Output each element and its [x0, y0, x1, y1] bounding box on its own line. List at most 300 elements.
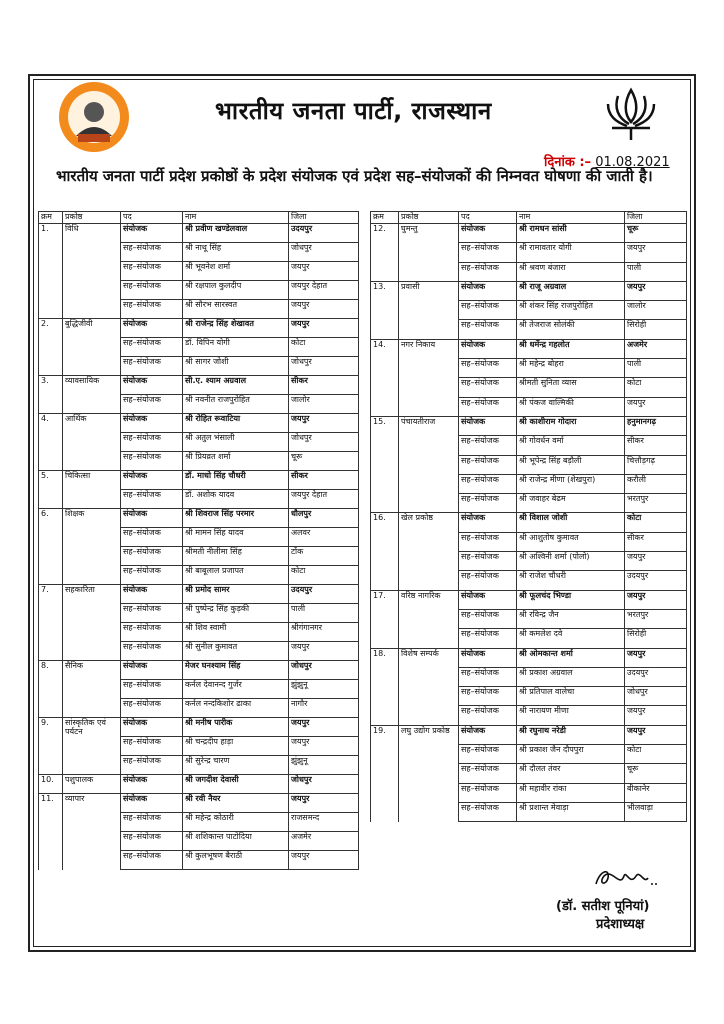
row-pad: संयोजक [121, 585, 183, 604]
row-pad: सह–संयोजक [459, 571, 517, 590]
row-serial [371, 687, 399, 706]
cells-table-right [370, 211, 687, 822]
row-pad: सह–संयोजक [459, 436, 517, 455]
row-jila: पाली [289, 604, 359, 623]
row-serial [39, 623, 63, 642]
row-prakoshth [63, 642, 121, 661]
col-header-sno: क्रम [371, 212, 399, 224]
row-prakoshth [399, 262, 459, 281]
table-row [371, 609, 687, 628]
row-naam: मेजर घनश्याम सिंह [183, 661, 289, 680]
row-naam: श्री रामधन सांसी [517, 224, 625, 243]
signatory-title: प्रदेशाध्यक्ष [596, 917, 645, 932]
row-pad: सह–संयोजक [121, 547, 183, 566]
table-row [39, 604, 359, 623]
row-jila: जयपुर [625, 281, 687, 300]
row-serial [39, 813, 63, 832]
row-naam: श्री नाथू सिंह [183, 243, 289, 262]
row-prakoshth [63, 699, 121, 718]
table-row [371, 687, 687, 706]
row-naam: श्री प्रकाश अग्रवाल [517, 667, 625, 686]
row-naam: श्री फूलचंद भिण्डा [517, 590, 625, 609]
row-pad: सह–संयोजक [121, 243, 183, 262]
table-row [371, 224, 687, 243]
table-row [371, 590, 687, 609]
row-serial [371, 629, 399, 648]
table-row [39, 794, 359, 813]
row-serial [39, 243, 63, 262]
row-serial: 4. [39, 414, 63, 433]
col-header-naam: नाम [183, 212, 289, 224]
row-serial: 7. [39, 585, 63, 604]
table-row [371, 301, 687, 320]
row-serial [39, 490, 63, 509]
table-row [39, 357, 359, 376]
row-serial: 8. [39, 661, 63, 680]
row-prakoshth: विधि [63, 224, 121, 243]
row-pad: सह–संयोजक [459, 552, 517, 571]
row-prakoshth: वरिष्ठ नागरिक [399, 590, 459, 609]
row-jila: जयपुर [289, 300, 359, 319]
table-row [39, 338, 359, 357]
row-prakoshth [63, 566, 121, 585]
row-serial: 17. [371, 590, 399, 609]
row-serial [39, 699, 63, 718]
row-serial [39, 851, 63, 870]
row-jila: चूरू [289, 452, 359, 471]
row-jila: जयपुर [625, 725, 687, 744]
row-pad: सह–संयोजक [459, 474, 517, 493]
row-prakoshth [399, 571, 459, 590]
row-prakoshth: नगर निकाय [399, 339, 459, 358]
table-row [371, 416, 687, 435]
row-serial [39, 395, 63, 414]
row-naam: श्री भूपेन्द्र सिंह बड़ौली [517, 455, 625, 474]
date-value: 01.08.2021 [595, 155, 670, 170]
row-pad: सह–संयोजक [121, 281, 183, 300]
row-serial [39, 433, 63, 452]
row-pad: संयोजक [121, 414, 183, 433]
row-prakoshth: घुमन्तु [399, 224, 459, 243]
row-jila: जोधपुर [289, 357, 359, 376]
row-pad: सह–संयोजक [121, 566, 183, 585]
row-serial [39, 737, 63, 756]
row-serial: 6. [39, 509, 63, 528]
row-serial [371, 609, 399, 628]
row-jila: पाली [625, 262, 687, 281]
row-naam: डॉ. माधो सिंह चौधरी [183, 471, 289, 490]
row-naam: श्री सौरभ सारस्वत [183, 300, 289, 319]
row-prakoshth [63, 357, 121, 376]
row-serial: 3. [39, 376, 63, 395]
row-prakoshth [399, 802, 459, 821]
row-serial [371, 783, 399, 802]
table-row [371, 629, 687, 648]
row-serial [371, 667, 399, 686]
row-prakoshth [63, 433, 121, 452]
row-jila: जयपुर देहात [289, 490, 359, 509]
row-naam: श्री महावीर रांका [517, 783, 625, 802]
row-jila: जयपुर [289, 319, 359, 338]
row-serial [39, 642, 63, 661]
row-jila: जोधपुर [289, 775, 359, 794]
table-row [39, 642, 359, 661]
row-serial [39, 452, 63, 471]
row-serial [371, 320, 399, 339]
row-naam: श्री शिव स्वामी [183, 623, 289, 642]
table-row [39, 319, 359, 338]
handwritten-signature [590, 862, 660, 892]
row-naam: श्री रोहित रूवाटिया [183, 414, 289, 433]
row-prakoshth [63, 528, 121, 547]
row-naam: श्री कुलभूषण बैराठी [183, 851, 289, 870]
row-naam: श्री सागर जोशी [183, 357, 289, 376]
row-pad: सह–संयोजक [121, 490, 183, 509]
table-row [371, 339, 687, 358]
row-pad: सह–संयोजक [121, 699, 183, 718]
row-serial [371, 552, 399, 571]
row-prakoshth [63, 300, 121, 319]
row-prakoshth [63, 680, 121, 699]
row-pad: सह–संयोजक [121, 338, 183, 357]
row-pad: सह–संयोजक [121, 528, 183, 547]
row-prakoshth [63, 243, 121, 262]
row-pad: सह–संयोजक [121, 262, 183, 281]
row-prakoshth [63, 832, 121, 851]
row-pad: संयोजक [121, 794, 183, 813]
col-header-jila: जिला [625, 212, 687, 224]
row-serial: 1. [39, 224, 63, 243]
row-serial [39, 281, 63, 300]
col-header-jila: जिला [289, 212, 359, 224]
row-prakoshth: खेल प्रकोष्ठ [399, 513, 459, 532]
row-naam: श्री जवाहर बेढम [517, 494, 625, 513]
row-jila: नागौर [289, 699, 359, 718]
row-jila: जयपुर [289, 414, 359, 433]
table-row [39, 585, 359, 604]
table-row [371, 359, 687, 378]
table-row [39, 281, 359, 300]
row-jila: जयपुर [289, 718, 359, 737]
row-serial [371, 455, 399, 474]
row-pad: सह–संयोजक [121, 357, 183, 376]
row-prakoshth [399, 320, 459, 339]
row-naam: श्री रक्षपाल कुलदीप [183, 281, 289, 300]
row-serial: 5. [39, 471, 63, 490]
row-jila: सीकर [289, 471, 359, 490]
row-jila: झुंझुनू [289, 756, 359, 775]
row-jila: कोटा [625, 378, 687, 397]
row-naam: श्री श्रवण बंजारा [517, 262, 625, 281]
row-prakoshth [63, 262, 121, 281]
row-naam: डॉ. विपिन योगी [183, 338, 289, 357]
row-naam: श्री विशाल जोशी [517, 513, 625, 532]
row-serial [371, 474, 399, 493]
row-serial [371, 532, 399, 551]
row-pad: संयोजक [121, 775, 183, 794]
row-prakoshth [399, 359, 459, 378]
table-row [371, 745, 687, 764]
table-row [39, 832, 359, 851]
page-title: भारतीय जनता पार्टी, राजस्थान [215, 97, 492, 125]
row-jila: जयपुर [289, 262, 359, 281]
row-serial [39, 832, 63, 851]
row-naam: श्री भूवनेश शर्मा [183, 262, 289, 281]
table-row [371, 783, 687, 802]
row-jila: जालोर [289, 395, 359, 414]
row-serial [371, 262, 399, 281]
table-row [39, 566, 359, 585]
row-prakoshth [399, 436, 459, 455]
row-jila: भरतपुर [625, 609, 687, 628]
row-prakoshth: बुद्धिजीवी [63, 319, 121, 338]
table-row [371, 320, 687, 339]
row-jila: श्रीगंगानगर [289, 623, 359, 642]
row-naam: श्रीमती नीलीमा सिंह [183, 547, 289, 566]
row-pad: सह–संयोजक [459, 629, 517, 648]
row-pad: सह–संयोजक [459, 359, 517, 378]
row-serial: 13. [371, 281, 399, 300]
row-prakoshth [63, 490, 121, 509]
row-prakoshth: व्यापार [63, 794, 121, 813]
row-pad: सह–संयोजक [121, 737, 183, 756]
row-pad: सह–संयोजक [459, 301, 517, 320]
row-prakoshth [399, 552, 459, 571]
row-jila: सिरोही [625, 320, 687, 339]
row-pad: संयोजक [459, 416, 517, 435]
row-prakoshth [63, 395, 121, 414]
row-jila: जयपुर [625, 552, 687, 571]
row-prakoshth [399, 783, 459, 802]
row-pad: संयोजक [459, 590, 517, 609]
row-serial [39, 547, 63, 566]
row-jila: बीकानेर [625, 783, 687, 802]
row-naam: श्री महेन्द्र बोहरा [517, 359, 625, 378]
row-jila: जयपुर [625, 243, 687, 262]
row-serial [371, 397, 399, 416]
table-row [371, 571, 687, 590]
row-naam: श्री बाबूलाल प्रजापत [183, 566, 289, 585]
row-jila: कोटा [289, 566, 359, 585]
table-row [371, 436, 687, 455]
row-pad: संयोजक [121, 319, 183, 338]
row-pad: सह–संयोजक [459, 397, 517, 416]
row-pad: सह–संयोजक [459, 262, 517, 281]
table-row [39, 243, 359, 262]
row-naam: श्रीमती सुनिता व्यास [517, 378, 625, 397]
row-serial [371, 571, 399, 590]
row-serial: 2. [39, 319, 63, 338]
row-naam: श्री जगदीश देवासी [183, 775, 289, 794]
row-prakoshth [63, 338, 121, 357]
row-naam: श्री काशीराम गोदारा [517, 416, 625, 435]
row-prakoshth: प्रवासी [399, 281, 459, 300]
announcement-intro: भारतीय जनता पार्टी प्रदेश प्रकोष्ठों के प्रदेश संयोजक एवं प्रदेश सह–संयोजकों की निम्नवत घोषणा की जाती है। [56, 167, 653, 185]
col-header-pad: पद [459, 212, 517, 224]
table-row [39, 414, 359, 433]
row-naam: श्री प्रकाश जैन दौपपुरा [517, 745, 625, 764]
row-serial [39, 338, 63, 357]
row-naam: श्री रविन्द्र जैन [517, 609, 625, 628]
col-header-pad: पद [121, 212, 183, 224]
row-prakoshth [399, 378, 459, 397]
row-prakoshth: शिक्षक [63, 509, 121, 528]
row-serial [39, 357, 63, 376]
row-prakoshth [399, 687, 459, 706]
row-jila: भीलवाड़ा [625, 802, 687, 821]
row-serial [371, 243, 399, 262]
row-naam: श्री रघुनाथ नरेडी [517, 725, 625, 744]
row-naam: श्री सुनील कुमावत [183, 642, 289, 661]
row-naam: श्री रामावतार योगी [517, 243, 625, 262]
row-naam: कर्नल नन्दकिशोर ढाका [183, 699, 289, 718]
table-row [371, 243, 687, 262]
row-prakoshth: व्यावसायिक [63, 376, 121, 395]
row-serial [39, 680, 63, 699]
table-row [39, 376, 359, 395]
row-pad: संयोजक [121, 718, 183, 737]
row-jila: जयपुर [625, 397, 687, 416]
row-jila: अजमेर [289, 832, 359, 851]
row-pad: संयोजक [121, 509, 183, 528]
row-pad: सह–संयोजक [121, 813, 183, 832]
row-serial [371, 706, 399, 725]
row-serial: 11. [39, 794, 63, 813]
table-row [371, 474, 687, 493]
row-prakoshth [399, 609, 459, 628]
row-prakoshth: सहकारिता [63, 585, 121, 604]
row-jila: सीकर [625, 532, 687, 551]
row-pad: संयोजक [459, 339, 517, 358]
row-serial: 15. [371, 416, 399, 435]
row-naam: श्री ओमकान्त शर्मा [517, 648, 625, 667]
row-jila: चूरू [625, 764, 687, 783]
row-pad: संयोजक [459, 725, 517, 744]
col-header-prakoshth: प्रकोष्ठ [399, 212, 459, 224]
table-row [39, 471, 359, 490]
row-prakoshth: पशुपालक [63, 775, 121, 794]
row-prakoshth: पंचायतीराज [399, 416, 459, 435]
row-naam: श्री प्रवीण खण्डेलवाल [183, 224, 289, 243]
row-pad: सह–संयोजक [121, 680, 183, 699]
table-row [371, 494, 687, 513]
row-naam: श्री मामन सिंह यादव [183, 528, 289, 547]
row-jila: जयपुर [289, 642, 359, 661]
row-jila: जयपुर [625, 706, 687, 725]
row-naam: श्री चन्द्रदीप हाड़ा [183, 737, 289, 756]
row-prakoshth [399, 764, 459, 783]
row-jila: उदयपुर [289, 224, 359, 243]
table-row [371, 725, 687, 744]
table-row [39, 699, 359, 718]
row-pad: संयोजक [459, 224, 517, 243]
row-naam: श्री अतुल भंसाली [183, 433, 289, 452]
row-naam: श्री अश्विनी शर्मा (पोलो) [517, 552, 625, 571]
row-prakoshth: विशेष सम्पर्क [399, 648, 459, 667]
row-naam: श्री प्रमोद सामर [183, 585, 289, 604]
row-pad: सह–संयोजक [459, 609, 517, 628]
row-naam: श्री शंकर सिंह राजपुरोहित [517, 301, 625, 320]
centenary-seal-logo [54, 80, 134, 154]
row-naam: श्री प्रशान्त मेवाड़ा [517, 802, 625, 821]
table-row [39, 262, 359, 281]
row-prakoshth: लघु उद्योग प्रकोष्ठ [399, 725, 459, 744]
row-serial: 14. [371, 339, 399, 358]
row-jila: भरतपुर [625, 494, 687, 513]
row-pad: सह–संयोजक [121, 623, 183, 642]
row-pad: सह–संयोजक [459, 532, 517, 551]
row-jila: कोटा [625, 745, 687, 764]
table-row [39, 528, 359, 547]
row-naam: श्री आशुतोष कुमावत [517, 532, 625, 551]
row-pad: सह–संयोजक [121, 642, 183, 661]
row-pad: सह–संयोजक [121, 832, 183, 851]
row-serial: 10. [39, 775, 63, 794]
row-prakoshth [63, 604, 121, 623]
row-serial: 12. [371, 224, 399, 243]
row-pad: सह–संयोजक [121, 851, 183, 870]
row-pad: संयोजक [459, 281, 517, 300]
table-row [39, 737, 359, 756]
table-header-row [371, 212, 687, 224]
row-serial [39, 262, 63, 281]
table-row [371, 802, 687, 821]
table-row [39, 224, 359, 243]
row-jila: हनुमानगढ़ [625, 416, 687, 435]
table-row [371, 764, 687, 783]
table-row [39, 509, 359, 528]
row-serial [39, 604, 63, 623]
row-naam: श्री राजेन्द्र सिंह शेखावत [183, 319, 289, 338]
table-row [371, 281, 687, 300]
row-pad: सह–संयोजक [459, 243, 517, 262]
lotus-party-logo [604, 84, 658, 142]
row-naam: श्री राजू अग्रवाल [517, 281, 625, 300]
table-row [371, 513, 687, 532]
table-row [39, 300, 359, 319]
table-row [39, 547, 359, 566]
row-jila: अलवर [289, 528, 359, 547]
table-row [39, 452, 359, 471]
row-prakoshth [63, 737, 121, 756]
table-row [39, 775, 359, 794]
table-row [39, 851, 359, 870]
row-serial [371, 436, 399, 455]
row-jila: जयपुर देहात [289, 281, 359, 300]
row-pad: सह–संयोजक [459, 764, 517, 783]
table-row [371, 706, 687, 725]
row-serial: 19. [371, 725, 399, 744]
table-row [39, 680, 359, 699]
row-jila: जयपुर [289, 794, 359, 813]
row-serial [39, 566, 63, 585]
row-serial [39, 300, 63, 319]
row-pad: सह–संयोजक [459, 802, 517, 821]
row-naam: श्री राजेश चौधरी [517, 571, 625, 590]
row-pad: सह–संयोजक [459, 320, 517, 339]
table-row [371, 552, 687, 571]
table-row [39, 661, 359, 680]
date-label: दिनांक :– [544, 155, 592, 170]
table-row [39, 395, 359, 414]
row-jila: सिरोही [625, 629, 687, 648]
row-jila: जालोर [625, 301, 687, 320]
row-naam: श्री रवी नैयर [183, 794, 289, 813]
row-prakoshth [399, 474, 459, 493]
row-jila: पाली [625, 359, 687, 378]
row-serial: 18. [371, 648, 399, 667]
row-jila: उदयपुर [625, 667, 687, 686]
